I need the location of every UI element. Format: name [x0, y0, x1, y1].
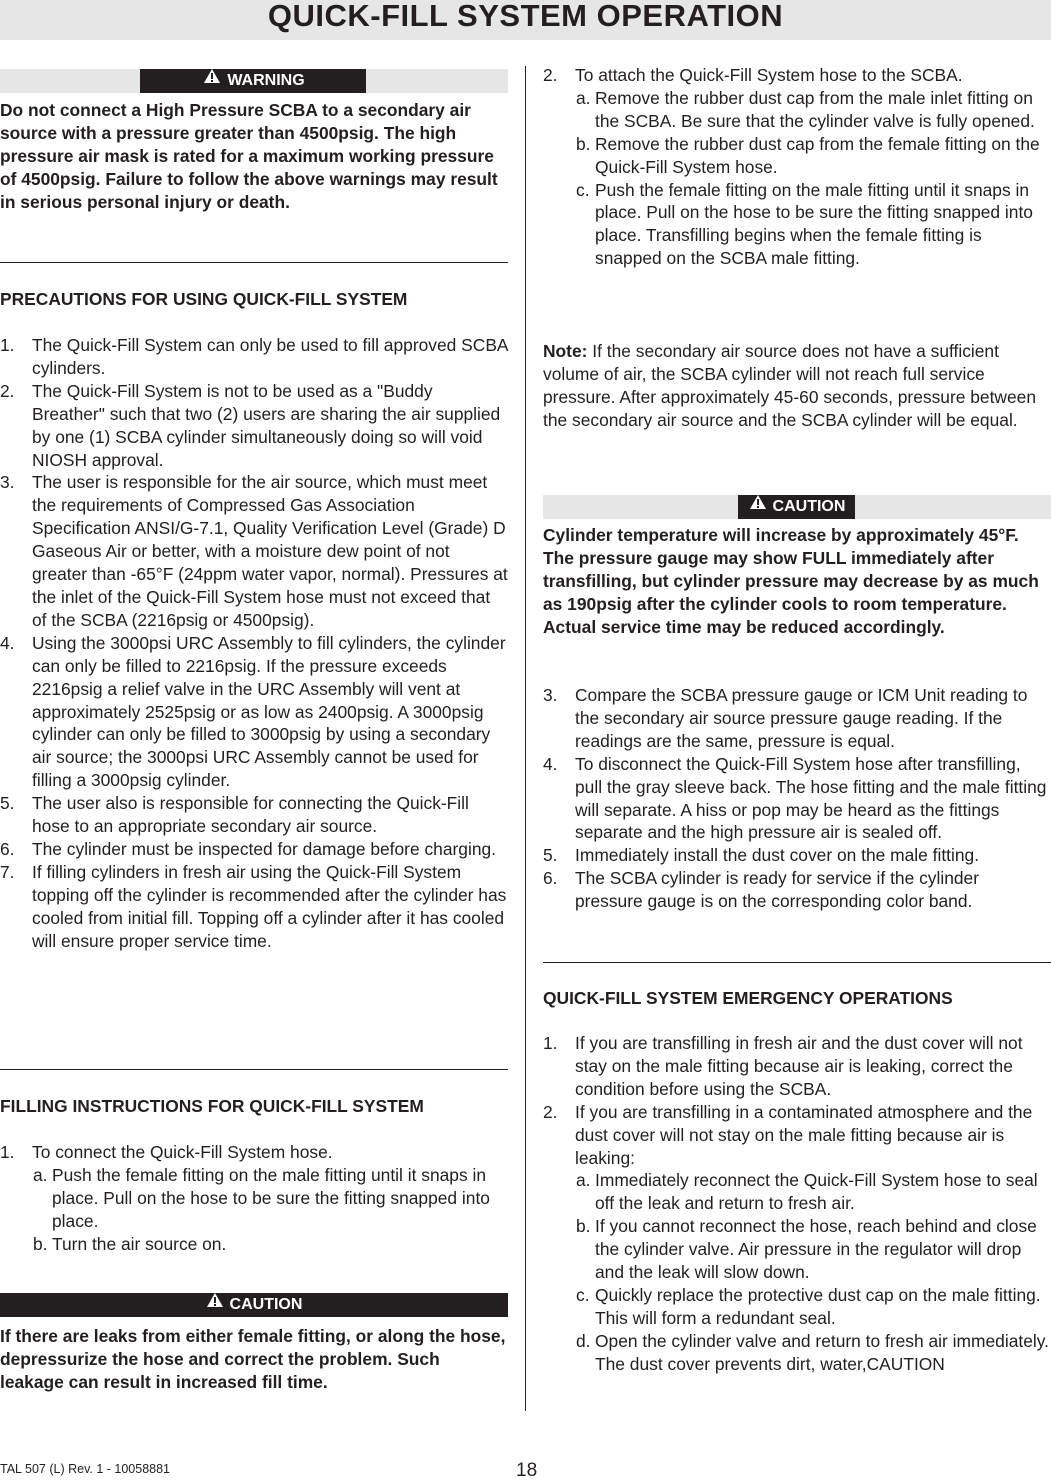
list-item: 6. The SCBA cylinder is ready for service if the cylinder pressure gauge is on the corresponding color band.	[543, 868, 980, 912]
list-item: 1. If you are transfilling in fresh air and the dust cover will not stay on the male fitting because air is leaking, correct the condition before using the SCBA.	[543, 1033, 1023, 1099]
list-item: 6. The cylinder must be inspected for damage before charging.	[0, 838, 497, 859]
list-item: 2. If you are transfilling in a contaminated atmosphere and the dust cover will not stay on the male fitting because air is leaking:	[543, 1101, 1033, 1168]
sub-list-item: b. Remove the rubber dust cap from the female fitting on the Quick-Fill System hose.	[576, 133, 1040, 177]
warning-triangle-icon	[206, 1292, 224, 1316]
caution-banner	[543, 495, 1051, 519]
divider	[0, 262, 508, 263]
caution-label: CAUTION	[229, 1296, 303, 1313]
sub-list-item: a. Push the female fitting on the male fitting until it snaps in place. Pull on the hose to be sure the fitting snapped into place.	[33, 1164, 490, 1231]
page-number: 18	[516, 1460, 538, 1481]
emergency-heading: QUICK-FILL SYSTEM EMERGENCY OPERATIONS	[543, 988, 953, 1008]
sub-list-item: a. Remove the rubber dust cap from the male inlet fitting on the SCBA. Be sure that the cylinder valve is fully opened.	[576, 87, 1035, 131]
warning-label: WARNING	[227, 72, 305, 89]
caution-text: Cylinder temperature will increase by approximately 45°F. The pressure gauge may show FULL immediately after transfilling, but cylinder pressure may decrease by as much as 190psig after the cylinder cools to room temperature. Actual service time may be reduced accordingly.	[543, 525, 1039, 637]
list-item: 3. The user is responsible for the air source, which must meet the requirements of Compressed Gas Association Specification ANSI/G-7.1, Quality Verification Level (Grade) D Gaseous Air or better, with a moisture dew point of not greater than -65°F (24ppm water vapor, normal). Pressures at the inlet of the Quick-Fill System hose must not exceed that of the SCBA (2216psig or 4500psig).	[0, 472, 508, 630]
warning-triangle-icon	[203, 68, 221, 92]
list-item: 3. Compare the SCBA pressure gauge or ICM Unit reading to the secondary air source pressure gauge reading. If the readings are the same, pressure is equal.	[543, 685, 1028, 751]
sub-list-item: b. If you cannot reconnect the hose, reach behind and close the cylinder valve. Air pressure in the regulator will drop and the leak will slow down.	[576, 1216, 1037, 1283]
caution-banner	[0, 1293, 508, 1317]
emergency-list	[543, 1032, 1051, 1376]
warning-text: Do not connect a High Pressure SCBA to a secondary air source with a pressure greater than 4500psig. The high pressure air mask is rated for a maximum working pressure of 4500psig. Failure to follow the above warnings may result in serious personal injury or death.	[0, 100, 498, 212]
sub-list-item: d. Open the cylinder valve and return to fresh air immediately. The dust cover prevents dirt, water,CAUTION	[576, 1330, 1049, 1374]
list-item: 5. The user also is responsible for connecting the Quick-Fill hose to an appropriate secondary air source.	[0, 793, 469, 837]
sub-list-item: b. Turn the air source on.	[33, 1233, 227, 1254]
document-id: TAL 507 (L) Rev. 1 - 10058881	[0, 1462, 171, 1476]
steps-list	[543, 684, 1051, 913]
divider	[0, 1069, 508, 1070]
divider	[543, 962, 1051, 963]
filling-list	[0, 1141, 508, 1256]
sub-list-item: a. Immediately reconnect the Quick-Fill System hose to seal off the leak and return to fresh air.	[576, 1170, 1038, 1214]
column-divider	[525, 66, 526, 1411]
list-item: 7. If filling cylinders in fresh air using the Quick-Fill System topping off the cylinder is recommended after the cylinder has cooled from initial fill. Topping off a cylinder after it has cooled will ensure proper service time.	[0, 861, 507, 951]
note-paragraph	[543, 340, 1051, 432]
note-text: If the secondary air source does not have a sufficient volume of air, the SCBA cylinder will not reach full service pressure. After approximately 45-60 seconds, pressure between the secondary air source and the SCBA cylinder will be equal.	[543, 341, 1037, 430]
list-item: 4. To disconnect the Quick-Fill System hose after transfilling, pull the gray sleeve back. The hose fitting and the male fitting will separate. A hiss or pop may be heard as the fittings separate and the high pressure air is sealed off.	[543, 753, 1047, 843]
note-label: Note:	[543, 341, 588, 361]
filling-heading: FILLING INSTRUCTIONS FOR QUICK-FILL SYSTEM	[0, 1096, 424, 1116]
list-item: 5. Immediately install the dust cover on the male fitting.	[543, 845, 980, 866]
list-item: 1. To connect the Quick-Fill System hose.	[0, 1142, 333, 1162]
list-item: 2. The Quick-Fill System is not to be used as a "Buddy Breather" such that two (2) users are sharing the air supplied by one (1) SCBA cylinder simultaneously doing so will void NIOSH approval.	[0, 380, 501, 470]
precautions-heading: PRECAUTIONS FOR USING QUICK-FILL SYSTEM	[0, 289, 408, 309]
attach-list	[543, 64, 1051, 270]
caution-label: CAUTION	[772, 498, 846, 515]
page-title: QUICK-FILL SYSTEM OPERATION	[267, 0, 784, 33]
warning-banner	[0, 69, 508, 93]
sub-list-item: c. Push the female fitting on the male fitting until it snaps in place. Pull on the hose to be sure the fitting snapped into place. Transfilling begins when the female fitting is snapped on the SCBA male fitting.	[576, 179, 1033, 269]
list-item: 1. The Quick-Fill System can only be used to fill approved SCBA cylinders.	[0, 335, 508, 378]
warning-triangle-icon	[749, 494, 767, 518]
sub-list-item: c. Quickly replace the protective dust cap on the male fitting. This will form a redundant seal.	[576, 1284, 1041, 1328]
caution-text: If there are leaks from either female fitting, or along the hose, depressurize the hose and correct the problem. Such leakage can result in increased fill time.	[0, 1326, 506, 1392]
list-item: 4. Using the 3000psi URC Assembly to fill cylinders, the cylinder can only be filled to 2216psig. If the pressure exceeds 2216psig a relief valve in the URC Assembly will vent at approximately 2525psig or as low as 2400psig. A 3000psig cylinder can only be filled to 3000psig by using a secondary air source; the 3000psi URC Assembly cannot be used for filling a 3000psig cylinder.	[0, 632, 506, 791]
precautions-list	[0, 334, 508, 952]
list-item: 2. To attach the Quick-Fill System hose to the SCBA.	[543, 65, 963, 85]
title-bar	[0, 0, 1051, 40]
